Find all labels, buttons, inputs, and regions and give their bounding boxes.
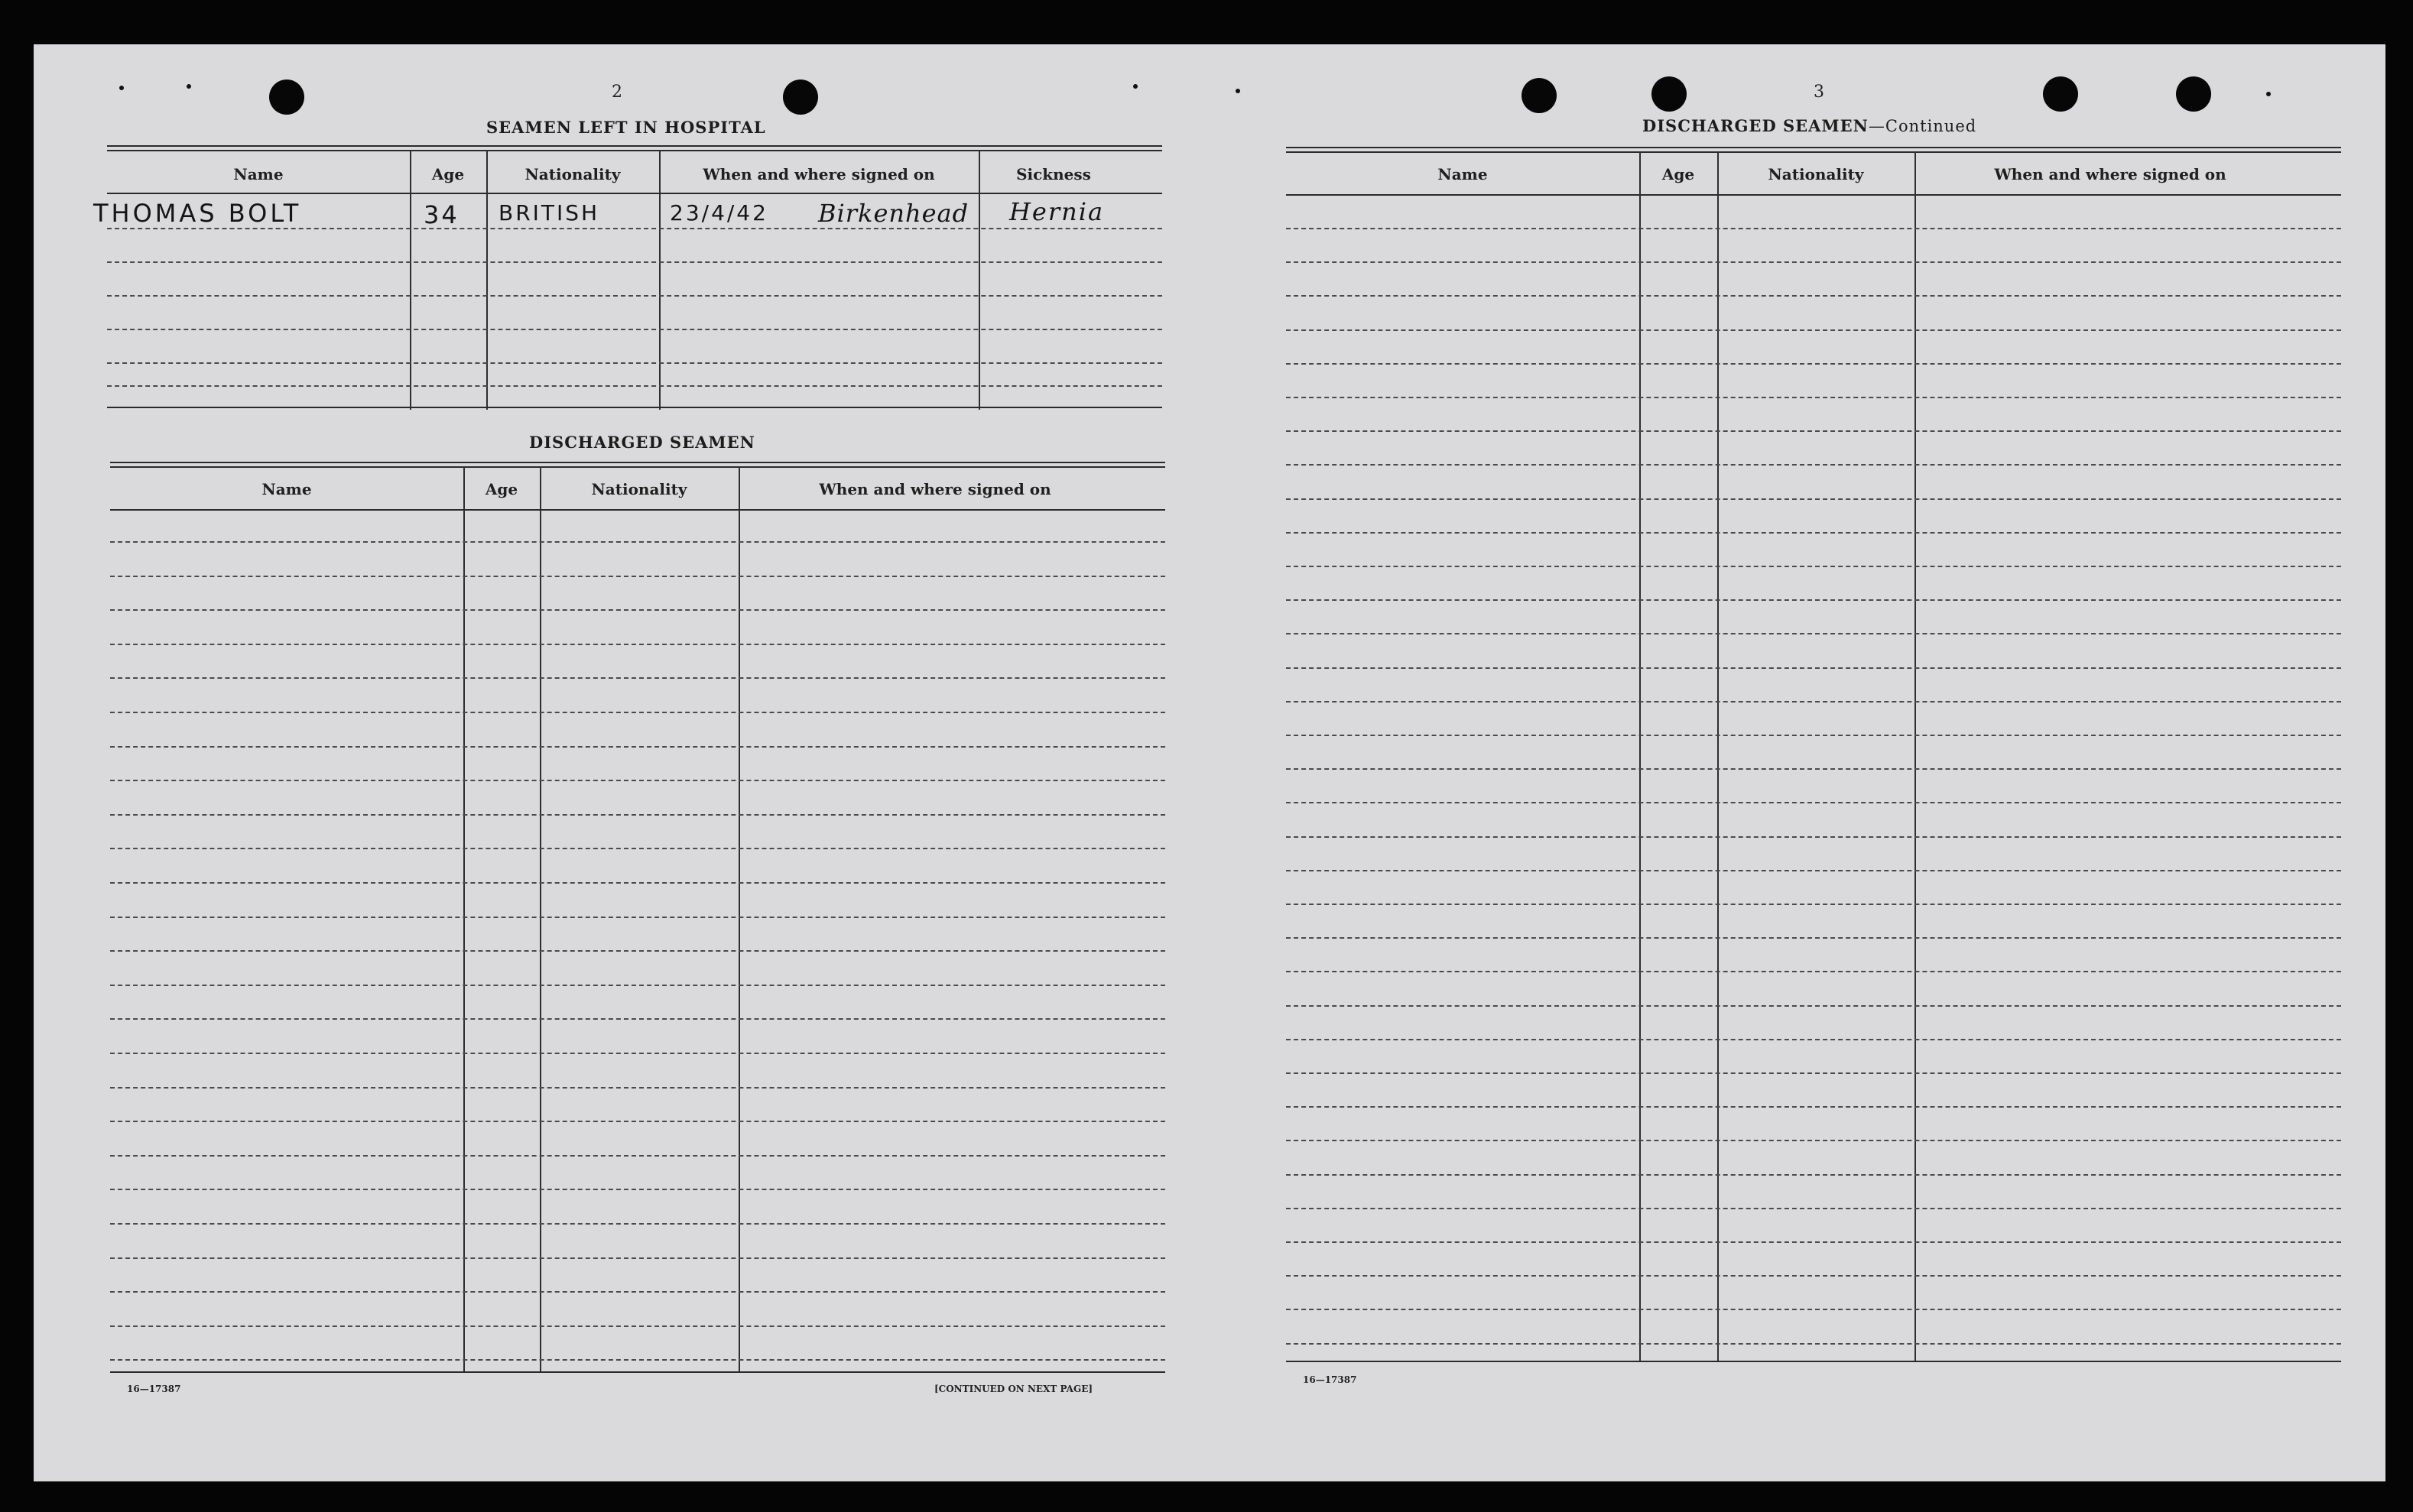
row-line xyxy=(1286,633,2341,634)
row-line xyxy=(110,917,1165,918)
page-number-left: 2 xyxy=(612,83,622,102)
row-line xyxy=(110,1359,1165,1361)
row-line xyxy=(1286,1343,2341,1345)
table-bottom-rule xyxy=(107,407,1162,408)
col-header-nationality: Nationality xyxy=(524,165,621,183)
row-line xyxy=(1286,701,2341,702)
row-line xyxy=(110,1257,1165,1259)
row-line xyxy=(107,261,1162,263)
page-number-right: 3 xyxy=(1814,83,1824,102)
speck xyxy=(1133,84,1138,89)
header-rule xyxy=(110,509,1165,511)
row-line xyxy=(1286,1072,2341,1074)
col-header-signed-on: When and where signed on xyxy=(1994,165,2226,183)
col-divider xyxy=(739,466,740,1373)
punch-hole xyxy=(269,79,304,115)
col-header-signed-on: When and where signed on xyxy=(819,480,1051,498)
speck xyxy=(119,86,124,90)
row-line xyxy=(1286,599,2341,601)
hospital-title: SEAMEN LEFT IN HOSPITAL xyxy=(486,118,766,137)
discharged-title: DISCHARGED SEAMEN xyxy=(529,433,755,452)
table-bottom-rule xyxy=(1286,1361,2341,1362)
col-header-nationality: Nationality xyxy=(1768,165,1864,183)
row-line xyxy=(1286,1140,2341,1141)
row-line xyxy=(110,746,1165,748)
header-rule xyxy=(107,193,1162,194)
punch-hole xyxy=(1651,76,1687,112)
header-rule xyxy=(1286,194,2341,196)
col-divider xyxy=(486,150,488,410)
row-line xyxy=(1286,1005,2341,1007)
row-line xyxy=(1286,295,2341,297)
col-header-name: Name xyxy=(233,165,284,183)
row-line xyxy=(110,712,1165,713)
row-line xyxy=(1286,1241,2341,1243)
row-line xyxy=(110,1053,1165,1054)
col-divider xyxy=(1717,151,1719,1362)
entry-place: Birkenhead xyxy=(818,199,969,228)
row-line xyxy=(1286,971,2341,972)
row-line xyxy=(1286,1039,2341,1040)
row-line xyxy=(107,362,1162,364)
col-header-sickness: Sickness xyxy=(1016,165,1091,183)
row-line xyxy=(110,814,1165,816)
row-line xyxy=(110,1189,1165,1190)
table-top-rule xyxy=(110,462,1165,468)
col-divider xyxy=(979,150,980,410)
row-line xyxy=(1286,870,2341,871)
row-line xyxy=(110,985,1165,986)
col-header-age: Age xyxy=(431,165,465,183)
row-line xyxy=(1286,667,2341,669)
punch-hole xyxy=(1522,78,1557,113)
row-line xyxy=(1286,836,2341,838)
row-line xyxy=(1286,363,2341,365)
hospital-table xyxy=(93,145,1162,414)
col-header-name: Name xyxy=(1437,165,1488,183)
row-line xyxy=(1286,1208,2341,1209)
row-line xyxy=(1286,464,2341,466)
punch-hole xyxy=(2043,76,2078,112)
punch-hole xyxy=(783,79,818,115)
table-bottom-rule xyxy=(110,1371,1165,1373)
row-line xyxy=(110,882,1165,884)
form-number-left: 16—17387 xyxy=(127,1384,181,1394)
speck xyxy=(187,84,191,89)
row-line xyxy=(110,848,1165,849)
row-line xyxy=(110,1087,1165,1089)
discharged-continued-title xyxy=(1642,116,1976,135)
speck xyxy=(2266,92,2271,96)
row-line xyxy=(110,644,1165,645)
row-line xyxy=(110,1325,1165,1327)
row-line xyxy=(107,329,1162,330)
row-line xyxy=(1286,937,2341,939)
form-sheet xyxy=(34,44,2385,1481)
entry-name: THOMAS BOLT xyxy=(93,199,302,228)
row-line xyxy=(1286,904,2341,905)
row-line xyxy=(107,228,1162,229)
row-line xyxy=(107,295,1162,297)
table-top-rule xyxy=(107,145,1162,151)
entry-age: 34 xyxy=(424,200,460,229)
col-divider xyxy=(1639,151,1641,1362)
discharged-continued-table xyxy=(1286,147,2341,1365)
row-line xyxy=(1286,1275,2341,1277)
row-line xyxy=(1286,735,2341,736)
col-divider xyxy=(540,466,541,1373)
row-line xyxy=(110,1155,1165,1157)
row-line xyxy=(110,609,1165,611)
col-divider xyxy=(410,150,411,410)
col-divider xyxy=(659,150,661,410)
row-line xyxy=(110,1223,1165,1225)
form-number-right: 16—17387 xyxy=(1303,1374,1357,1385)
row-line xyxy=(110,1018,1165,1020)
row-line xyxy=(110,677,1165,679)
entry-sickness: Hernia xyxy=(1009,197,1105,226)
row-line xyxy=(1286,1174,2341,1176)
row-line xyxy=(1286,1309,2341,1310)
col-divider xyxy=(463,466,465,1373)
entry-date: 23/4/42 xyxy=(670,200,768,226)
row-line xyxy=(110,576,1165,577)
row-line xyxy=(110,1291,1165,1293)
row-line xyxy=(1286,498,2341,500)
title-suffix: —Continued xyxy=(1868,117,1977,135)
col-header-nationality: Nationality xyxy=(591,480,687,498)
table-top-rule xyxy=(1286,147,2341,153)
row-line xyxy=(1286,228,2341,229)
punch-hole xyxy=(2176,76,2211,112)
entry-nationality: BRITISH xyxy=(499,200,600,226)
row-line xyxy=(1286,1106,2341,1108)
row-line xyxy=(110,1121,1165,1122)
row-line xyxy=(110,541,1165,543)
col-header-signed-on: When and where signed on xyxy=(703,165,935,183)
row-line xyxy=(1286,261,2341,263)
col-header-age: Age xyxy=(1661,165,1695,183)
row-line xyxy=(1286,532,2341,534)
col-header-name: Name xyxy=(261,480,312,498)
row-line xyxy=(1286,566,2341,567)
speck xyxy=(1236,89,1240,93)
discharged-table xyxy=(110,462,1165,1376)
col-divider xyxy=(1914,151,1916,1362)
row-line xyxy=(1286,802,2341,803)
col-header-age: Age xyxy=(485,480,518,498)
row-line xyxy=(1286,397,2341,398)
row-line xyxy=(110,950,1165,952)
title-main: DISCHARGED SEAMEN xyxy=(1642,116,1869,135)
row-line xyxy=(110,780,1165,781)
row-line xyxy=(1286,329,2341,331)
row-line xyxy=(1286,430,2341,432)
row-line xyxy=(107,385,1162,387)
row-line xyxy=(1286,768,2341,770)
continued-note: [CONTINUED ON NEXT PAGE] xyxy=(934,1384,1093,1394)
